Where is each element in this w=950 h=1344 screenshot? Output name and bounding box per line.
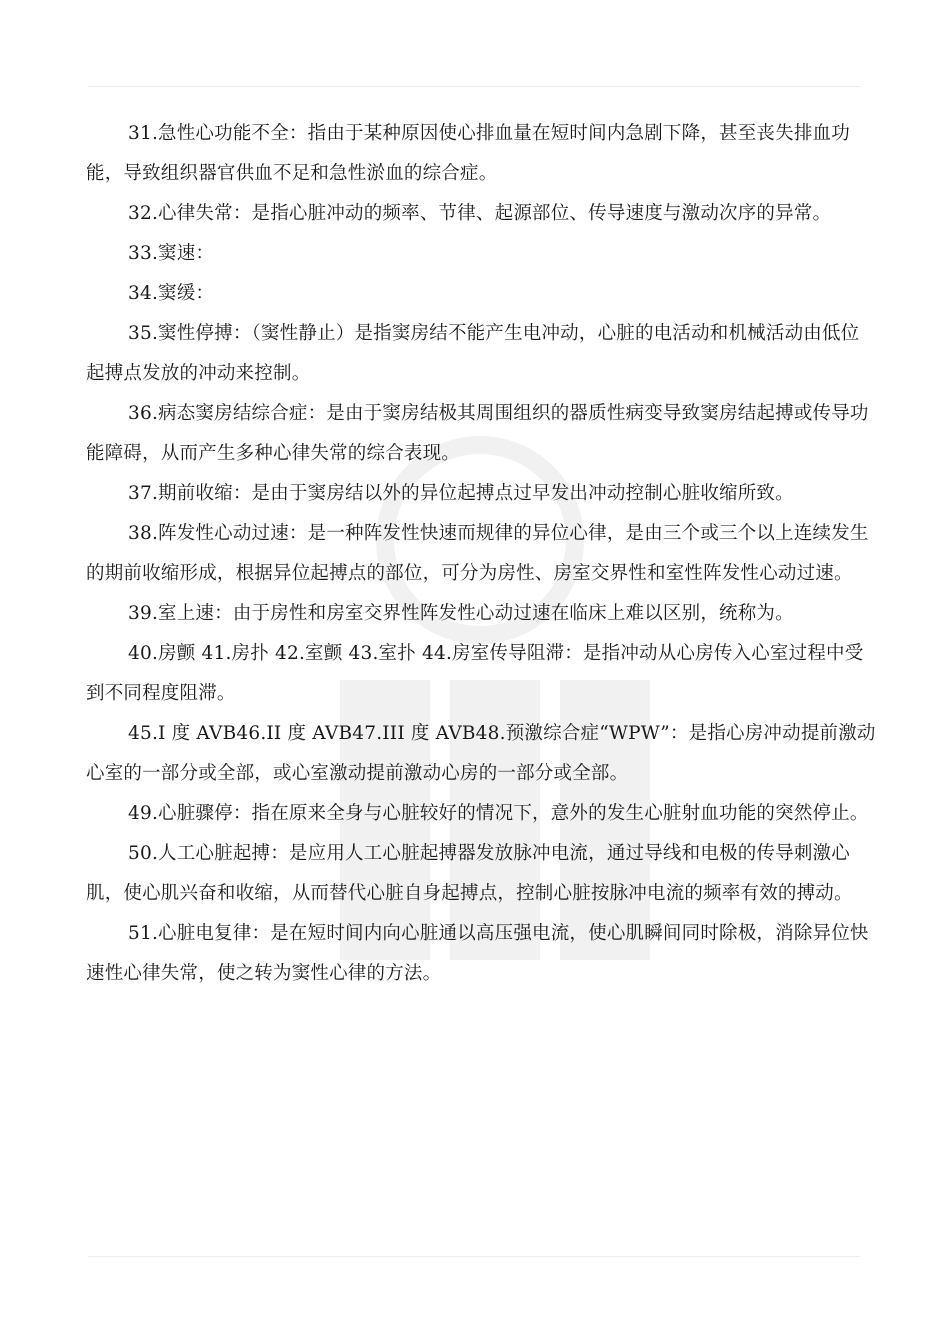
paragraph-32: 32.心律失常：是指心脏冲动的频率、节律、起源部位、传导速度与激动次序的异常。 [128, 203, 832, 224]
paragraph-45-48: 45.I 度 AVB46.II 度 AVB47.III 度 AVB48.预激综合症“WPW”：是指心房冲动提前激动心室的一部分或全部，或心室激动提前激动心房的一部分或全部。 [86, 723, 876, 784]
paragraph-51: 51.心脏电复律：是在短时间内向心脏通以高压强电流，使心肌瞬间同时除极，消除异位快速性心律失常，使之转为窦性心律的方法。 [86, 923, 869, 984]
paragraph-38: 38.阵发性心动过速：是一种阵发性快速而规律的异位心律，是由三个或三个以上连续发生的期前收缩形成，根据异位起搏点的部位，可分为房性、房室交界性和室性阵发性心动过速。 [86, 523, 869, 584]
document-body [86, 114, 878, 994]
paragraph-49: 49.心脏骤停：指在原来全身与心脏较好的情况下，意外的发生心脏射血功能的突然停止。 [128, 803, 869, 824]
paragraph-39: 39.室上速：由于房性和房室交界性阵发性心动过速在临床上难以区别，统称为。 [128, 603, 794, 624]
paragraph-37: 37.期前收缩：是由于窦房结以外的异位起搏点过早发出冲动控制心脏收缩所致。 [128, 483, 794, 504]
paragraph-33: 33.窦速： [128, 243, 215, 264]
paragraph-35: 35.窦性停搏：（窦性静止）是指窦房结不能产生电冲动，心脏的电活动和机械活动由低位起搏点发放的冲动来控制。 [86, 323, 860, 384]
header-rule [88, 86, 860, 87]
footer-rule [88, 1256, 860, 1257]
paragraph-40-44: 40.房颤 41.房扑 42.室颤 43.室扑 44.房室传导阻滞：是指冲动从心房传入心室过程中受到不同程度阻滞。 [86, 643, 864, 704]
paragraph-50: 50.人工心脏起搏：是应用人工心脏起搏器发放脉冲电流，通过导线和电极的传导刺激心肌，使心肌兴奋和收缩，从而替代心脏自身起搏点，控制心脏按脉冲电流的频率有效的搏动。 [86, 843, 853, 904]
paragraph-36: 36.病态窦房结综合症：是由于窦房结极其周围组织的器质性病变导致窦房结起搏或传导功能障碍，从而产生多种心律失常的综合表现。 [86, 403, 869, 464]
paragraph-34: 34.窦缓： [128, 283, 215, 304]
paragraph-31: 31.急性心功能不全：指由于某种原因使心排血量在短时间内急剧下降，甚至丧失排血功能，导致组织器官供血不足和急性淤血的综合症。 [86, 123, 850, 184]
